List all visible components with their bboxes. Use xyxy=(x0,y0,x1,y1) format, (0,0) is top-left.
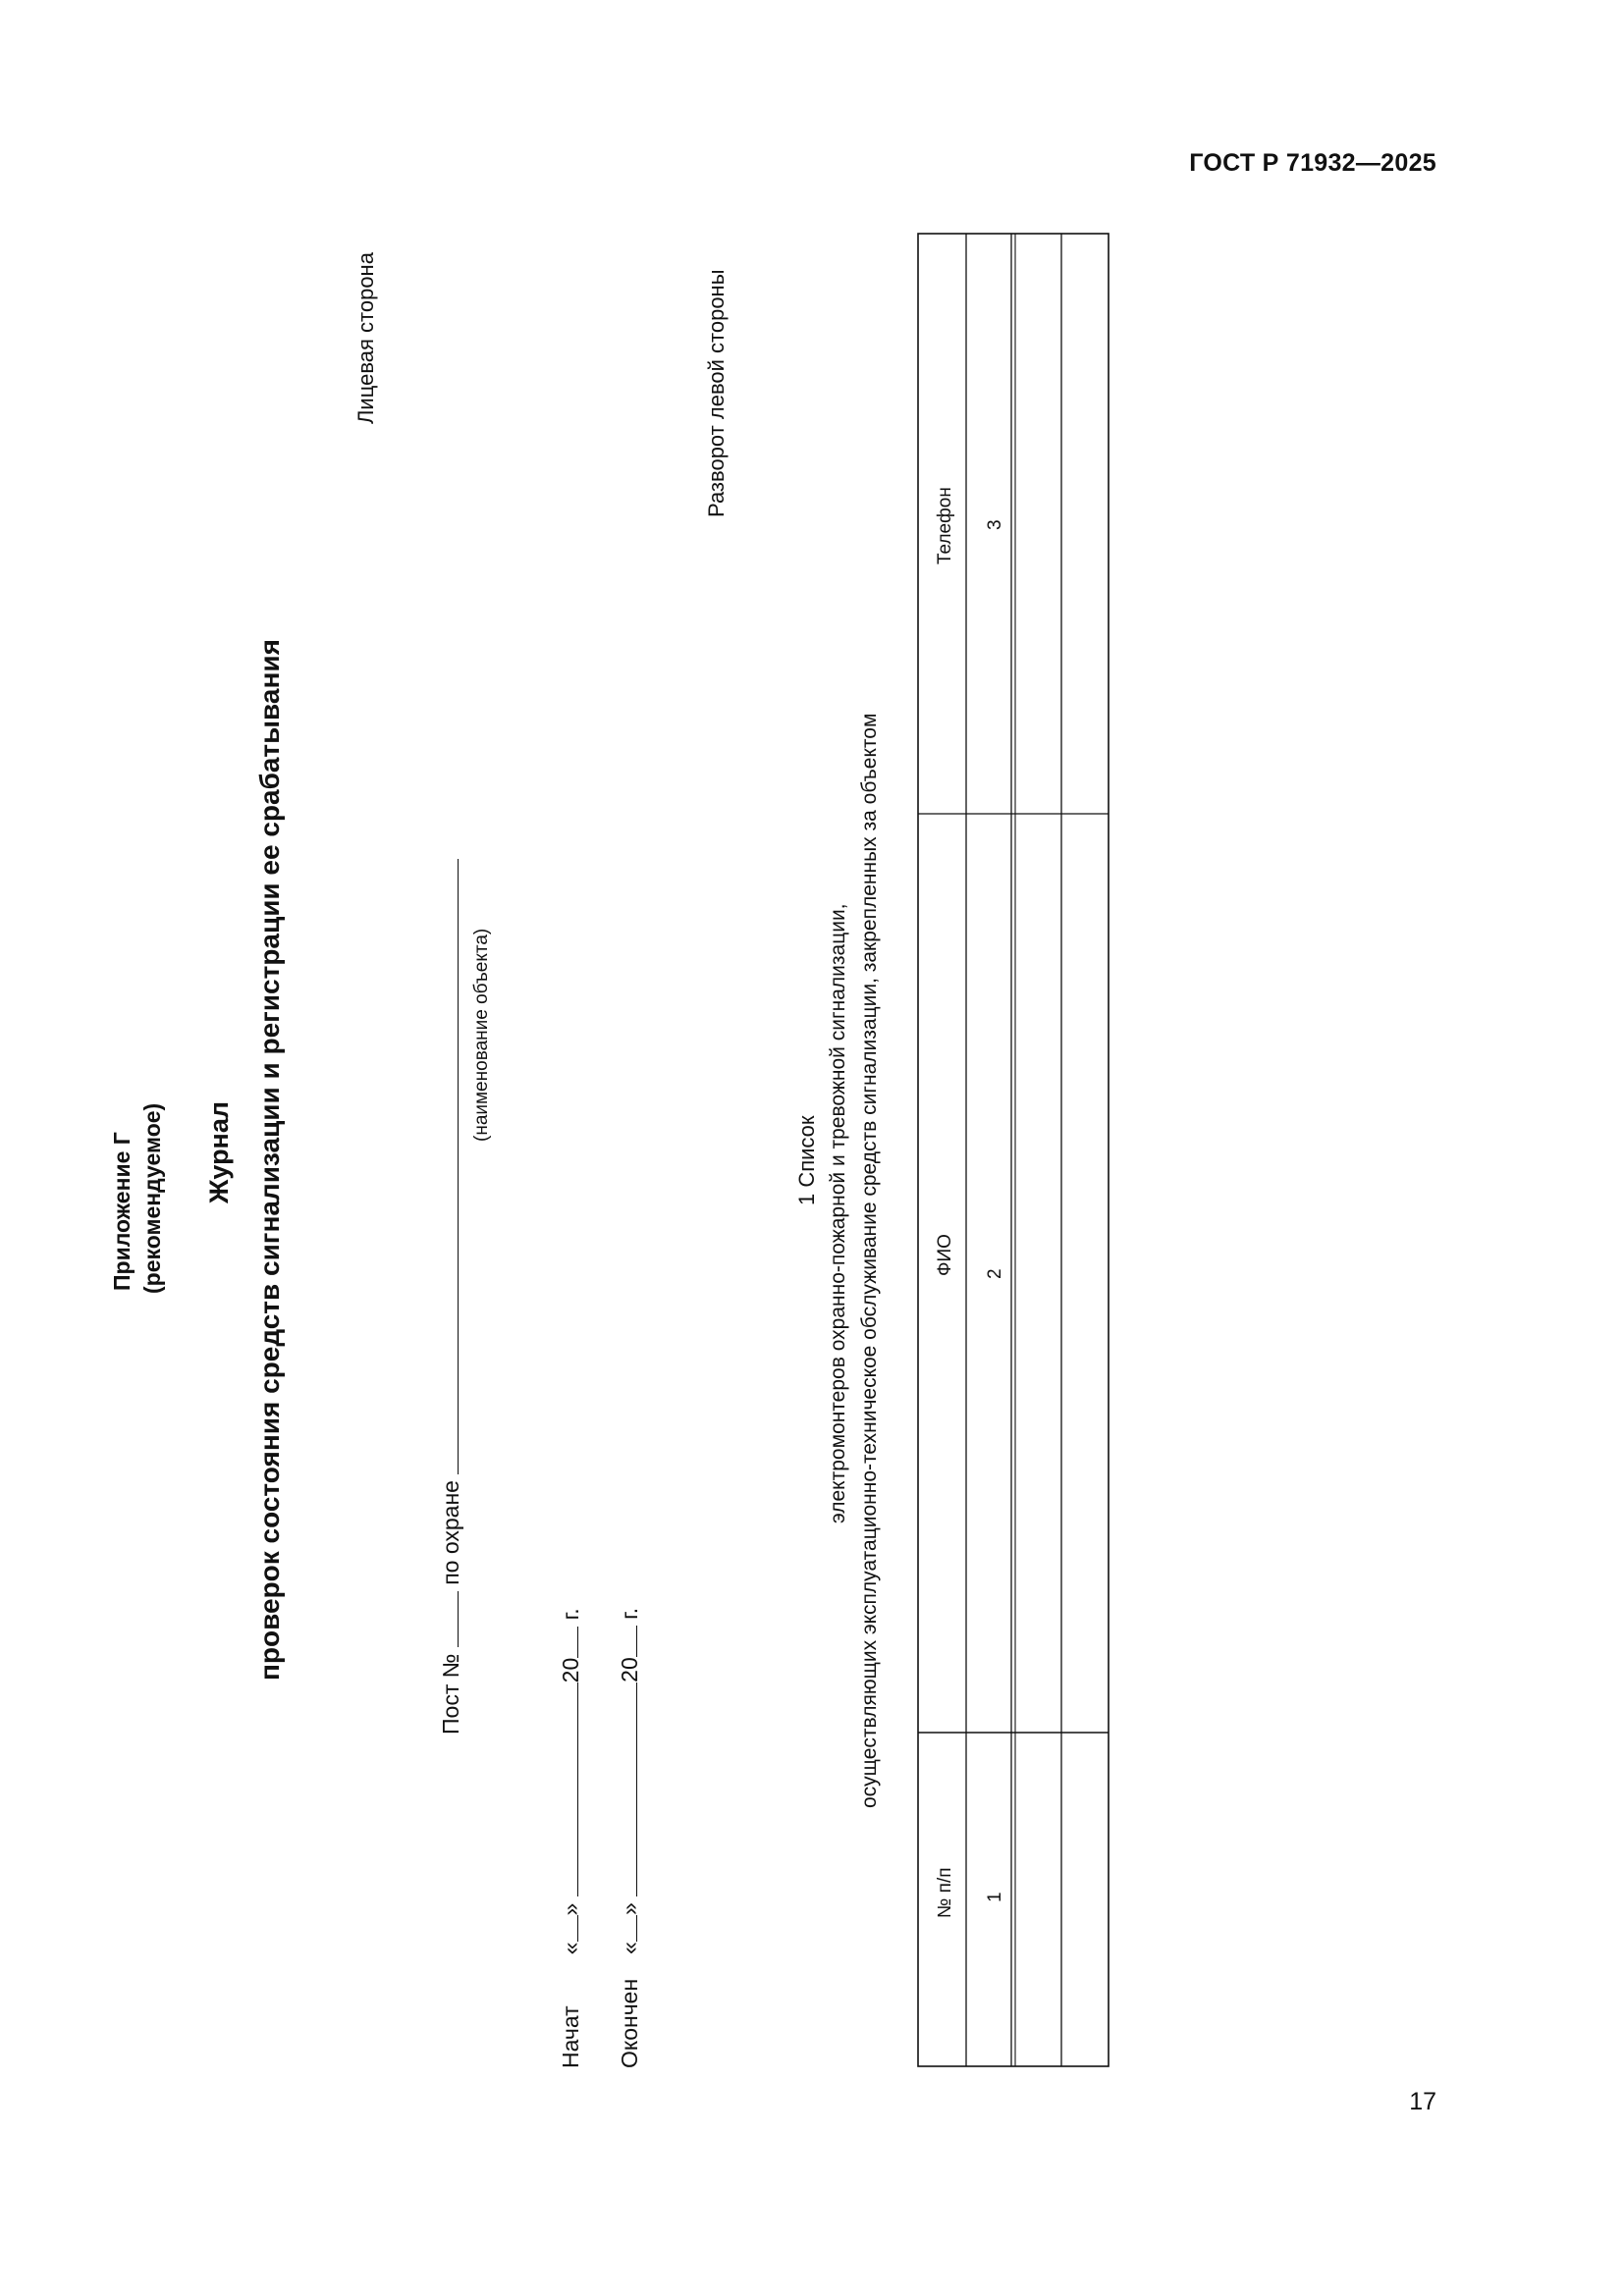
start-date-row: Начат«» 20 г. xyxy=(558,1608,583,2068)
list-heading: 1 Список xyxy=(794,1115,819,1205)
header-phone: Телефон xyxy=(935,487,955,564)
object-name-blank[interactable] xyxy=(440,859,459,1474)
journal-subtitle: проверок состояния средств сигнализации и регистрации ее срабатывания xyxy=(254,639,285,1681)
post-prefix: Пост № xyxy=(438,1653,463,1735)
appendix-status: (рекомендуемое) xyxy=(139,1102,165,1294)
start-day-blank[interactable] xyxy=(560,1916,578,1943)
start-month-blank[interactable] xyxy=(560,1682,578,1896)
start-year-blank[interactable] xyxy=(560,1627,578,1658)
journal-title: Журнал xyxy=(204,1100,234,1203)
header-number: № п/п xyxy=(935,1867,955,1918)
finish-label: Окончен xyxy=(617,1978,642,2068)
column-number-1: 1 xyxy=(985,1892,1005,1902)
object-name-caption: (наименование объекта) xyxy=(471,928,492,1142)
finish-date-row: Окончен«» 20 г. xyxy=(617,1607,642,2068)
front-side-label: Лицевая сторона xyxy=(353,252,378,424)
list-line-2: электромонтеров охранно-пожарной и тревожной сигнализации, xyxy=(827,903,849,1523)
post-middle: по охране xyxy=(438,1480,463,1585)
column-number-3: 3 xyxy=(985,519,1005,530)
left-spread-label: Разворот левой стороны xyxy=(704,269,729,517)
post-line xyxy=(440,859,462,1735)
finish-month-blank[interactable] xyxy=(619,1682,637,1896)
column-number-2: 2 xyxy=(985,1268,1005,1279)
finish-day-blank[interactable] xyxy=(619,1915,637,1942)
finish-year-blank[interactable] xyxy=(619,1626,637,1657)
page-number: 17 xyxy=(1409,2088,1436,2115)
appendix-title: Приложение Г xyxy=(109,1132,135,1291)
header-fio: ФИО xyxy=(935,1234,955,1276)
post-number-blank[interactable] xyxy=(440,1591,459,1647)
start-label: Начат xyxy=(558,2005,583,2068)
list-line-3: осуществляющих эксплуатационно-техническое обслуживание средств сигнализации, закрепленных за объектом xyxy=(858,713,881,1808)
document-code: ГОСТ Р 71932—2025 xyxy=(1189,149,1436,177)
